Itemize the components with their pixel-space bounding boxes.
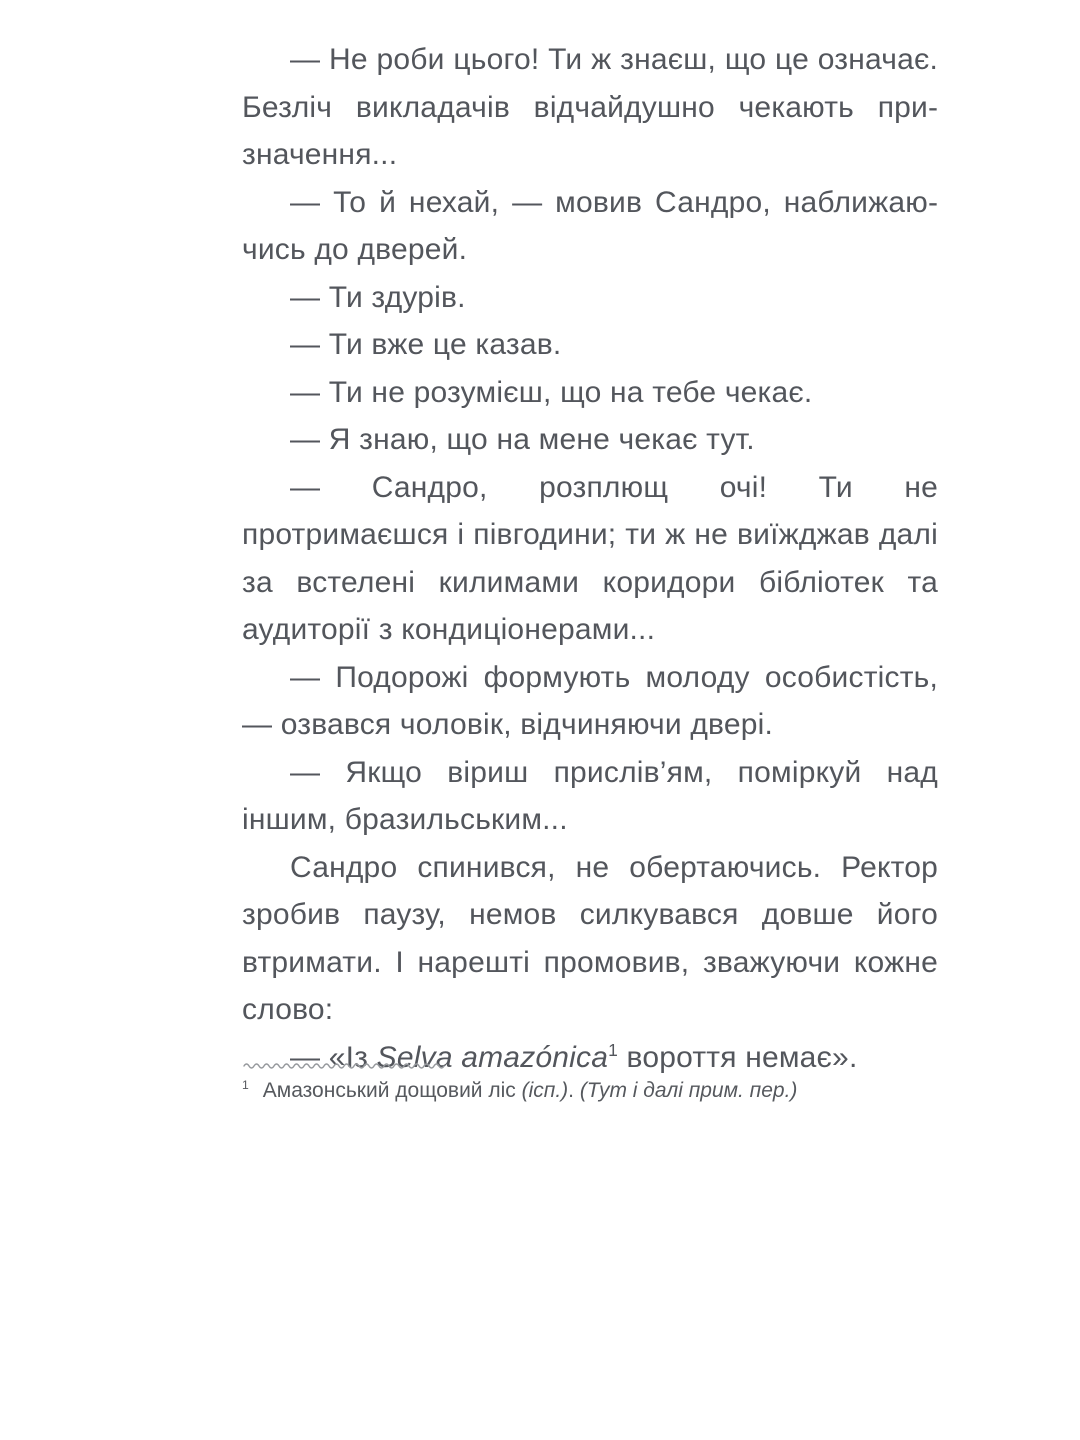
paragraph bbox=[242, 274, 938, 322]
paragraph bbox=[242, 749, 938, 844]
text-run: Сандро спинився, не обертаючись. Ректор зробив паузу, немов силкувався довше його втримати. І нарешті промовив, зважуючи кожне слово: bbox=[242, 850, 938, 1026]
text-run: — Я знаю, що на мене чекає тут. bbox=[290, 423, 755, 456]
text-run: — Не роби цього! Ти ж знаєш, що це означає. Безліч викладачів відчайдушно чекають призначення... bbox=[242, 43, 938, 171]
paragraphs bbox=[242, 36, 938, 1081]
paragraph bbox=[242, 464, 938, 654]
paragraph bbox=[242, 179, 938, 274]
italic-text: (Тут і далі прим. пер.) bbox=[579, 1079, 798, 1102]
text-run: — Подорожі формують молоду особистість, — озвався чоловік, відчиняючи двері. bbox=[242, 660, 938, 741]
paragraph bbox=[242, 844, 938, 1034]
text-run: — То й нехай, — мовив Сандро, наближаючись до дверей. bbox=[242, 185, 938, 266]
text-run: — Сандро, розплющ очі! Ти не протримаєшся і півгодини; ти ж не виїжджав далі за встелені килимами коридори бібліотек та аудиторії з кондиціонерами... bbox=[242, 470, 938, 646]
footnote-body bbox=[263, 1079, 798, 1102]
paragraph bbox=[242, 321, 938, 369]
footnote-text bbox=[242, 1076, 938, 1106]
text-run: — Якщо віриш прислів’ям, поміркуй над іншим, бразильським... bbox=[242, 755, 938, 836]
text-run: вороття немає». bbox=[618, 1040, 858, 1074]
paragraph bbox=[242, 416, 938, 464]
text-run: Амазонський дощовий ліс bbox=[262, 1079, 522, 1102]
paragraph bbox=[242, 36, 938, 179]
footnote-marker: 1 bbox=[242, 1078, 249, 1092]
superscript-ref: 1 bbox=[608, 1039, 618, 1060]
paragraph bbox=[242, 654, 938, 749]
text-run: — Ти здурів. bbox=[290, 280, 466, 314]
italic-text: Selva amazónica bbox=[376, 1040, 609, 1074]
paragraph bbox=[242, 369, 938, 417]
text-run: — Ти не розумієш, що на тебе чекає. bbox=[290, 375, 813, 409]
text-run: — Ти вже це казав. bbox=[290, 328, 562, 361]
footnote-separator-wavy-line bbox=[242, 1060, 450, 1070]
body-text bbox=[242, 36, 938, 1081]
text-run: . bbox=[568, 1079, 580, 1102]
italic-text: (ісп.) bbox=[521, 1079, 569, 1102]
footnote bbox=[242, 1060, 938, 1106]
text-run: — «Із bbox=[290, 1040, 377, 1074]
